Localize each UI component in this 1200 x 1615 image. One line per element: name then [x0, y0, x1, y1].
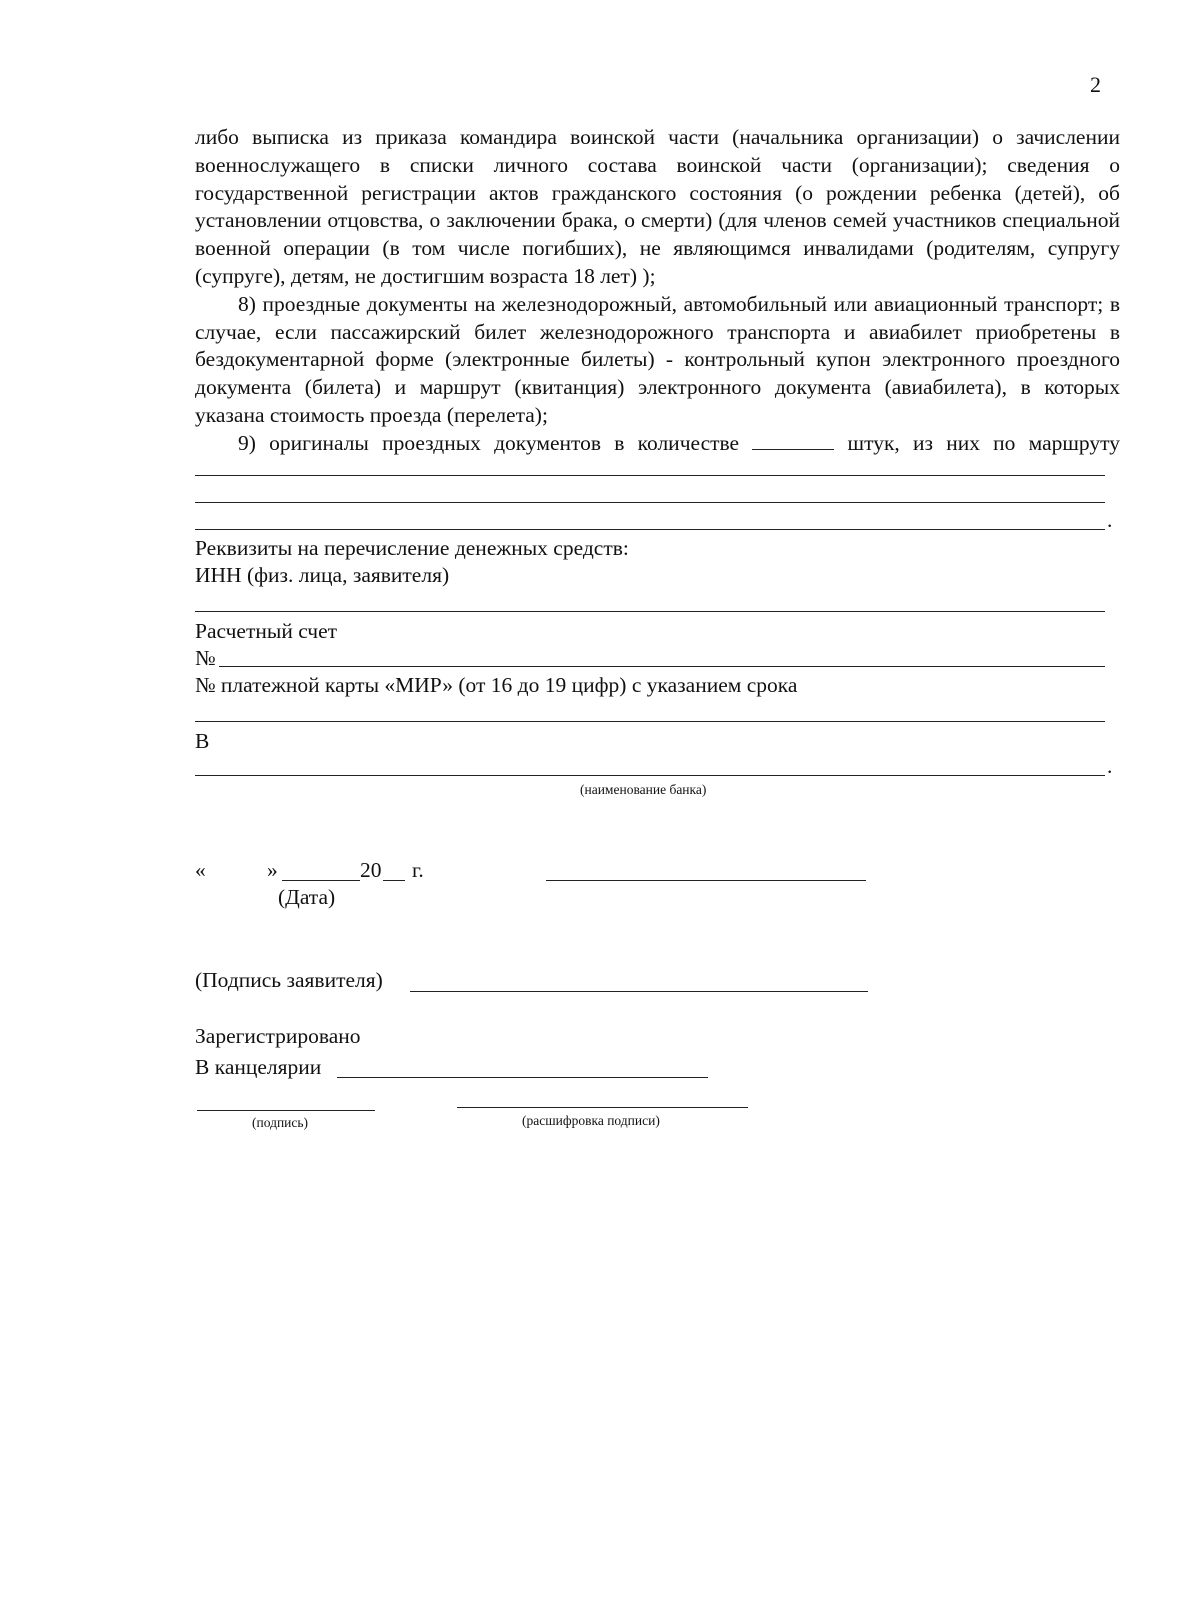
date-caption: (Дата) — [278, 885, 336, 909]
office-line[interactable] — [337, 1077, 708, 1078]
route-line-3[interactable] — [195, 529, 1105, 530]
route-line-1[interactable] — [195, 475, 1105, 476]
account-number-line[interactable] — [219, 666, 1105, 667]
account-number-label: № — [195, 646, 216, 670]
inn-line[interactable] — [195, 611, 1105, 612]
account-label: Расчетный счет — [195, 619, 338, 643]
inn-label: ИНН (физ. лица, заявителя) — [195, 563, 450, 587]
registrar-signature-line[interactable] — [197, 1110, 375, 1111]
bank-caption: (наименование банка) — [580, 782, 707, 797]
card-line[interactable] — [195, 721, 1105, 722]
date-year-line[interactable] — [383, 880, 405, 881]
applicant-signature-label: (Подпись заявителя) — [195, 968, 383, 992]
registrar-decode-caption: (расшифровка подписи) — [522, 1113, 660, 1128]
bank-period: . — [1107, 754, 1113, 778]
applicant-signature-line[interactable] — [410, 991, 868, 992]
office-label: В канцелярии — [195, 1055, 322, 1079]
paragraph-item-8: 8) проездные документы на железнодорожный, автомобильный или авиационный транспорт; в случае, если пассажирский билет железнодорожного транспорта и авиабилет приобретены в бездокументарной форме (электронные билеты) - контрольный купон электронного проездного документа (билета) и маршрут (квитанция) электронного документа (авиабилета), в которых указана стоимость проезда (перелета); — [195, 291, 1120, 427]
date-open-quote: « — [195, 858, 206, 882]
item-9-text-before: 9) оригиналы проездных документов в количестве — [238, 430, 740, 455]
date-signature-line[interactable] — [546, 880, 866, 881]
date-month-line[interactable] — [282, 880, 360, 881]
registrar-decode-line[interactable] — [457, 1107, 748, 1108]
route-period: . — [1107, 508, 1113, 532]
item-9-text-after: штук, из них по маршруту — [847, 430, 1121, 455]
ticket-count-blank[interactable] — [752, 431, 834, 450]
bank-line[interactable] — [195, 775, 1105, 776]
card-label: № платежной карты «МИР» (от 16 до 19 цифр) с указанием срока — [195, 673, 798, 697]
paragraph-continuation: либо выписка из приказа командира воинской части (начальника организации) о зачислении военнослужащего в списки личного состава воинской части (организации); сведения о государственной регистрации актов гражданского состояния (о рождении ребенка (детей), об установлении отцовства, о заключении брака, о смерти) (для членов семей участников специальной военной операции (в том числе погибших), не являющимся инвалидами (родителям, супругу (супруге), детям, не достигшим возраста 18 лет) ); — [195, 125, 1120, 288]
registered-label: Зарегистрировано — [195, 1024, 361, 1048]
date-year-prefix: 20 — [360, 858, 382, 882]
bank-prefix: В — [195, 729, 210, 753]
requisites-heading: Реквизиты на перечисление денежных средств: — [195, 536, 629, 560]
paragraph-item-9 — [195, 430, 1120, 458]
route-line-2[interactable] — [195, 502, 1105, 503]
date-year-suffix: г. — [412, 858, 424, 882]
registrar-signature-caption: (подпись) — [252, 1115, 309, 1130]
date-close-quote: » — [267, 858, 278, 882]
body-text — [195, 124, 1120, 458]
page-number: 2 — [1090, 72, 1101, 97]
